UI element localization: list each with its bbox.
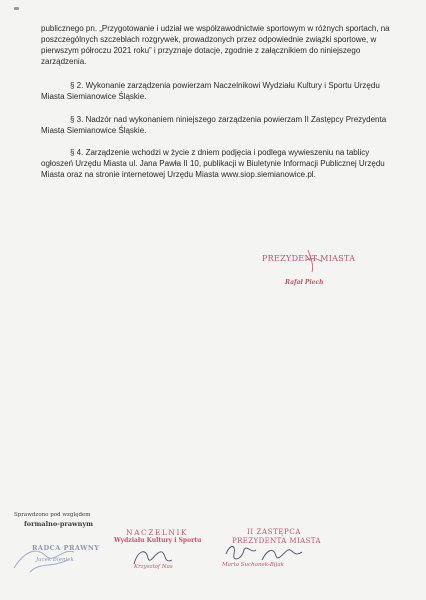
paragraph-continuation: publicznego pn. „Przygotowanie i udział we współzawodnictwie sportowym w różnych sportach, na poszczególnych szczeblach rozgrywek, prowadzonych przez odpowiednie związki sportowe, w pierwszym półroczu 2021 roku” i przyznaje dotacje, zgodnie z załącznikiem do niniejszego zarządzenia. bbox=[41, 24, 390, 66]
naczelnik-stamp-title: NACZELNIK bbox=[126, 528, 189, 537]
deputy-signature bbox=[222, 540, 312, 574]
paragraph-section-3: § 3. Nadzór nad wykonaniem niniejszego zarządzenia powierzam II Zastępcy Prezydenta Miasta Siemianowice Śląskie. bbox=[41, 115, 387, 135]
paragraph-section-2: § 2. Wykonanie zarządzenia powierzam Naczelnikowi Wydziału Kultury i Sportu Urzędu Miasta Siemianowice Śląskie. bbox=[41, 81, 380, 101]
legal-advisor-name: Jacek Bieniek bbox=[36, 557, 74, 563]
naczelnik-stamp-subtitle: Wydziału Kultury i Sportu bbox=[114, 537, 202, 544]
legal-advisor-signature bbox=[10, 538, 90, 578]
naczelnik-signature bbox=[128, 542, 178, 572]
deputy-stamp-title-1: II ZASTĘPCA bbox=[247, 528, 301, 536]
deputy-stamp-name: Marta Suchanek-Bijak bbox=[222, 562, 284, 568]
president-stamp-title: PREZYDENT MIASTA bbox=[262, 254, 356, 263]
page-marker bbox=[14, 7, 19, 10]
deputy-stamp-title-2: PREZYDENTA MIASTA bbox=[232, 537, 321, 545]
paragraph-section-4: § 4. Zarządzenie wchodzi w życie z dniem podjęcia i podlega wywieszeniu na tablicy ogłoszeń Urzędu Miasta ul. Jana Pawła II 10, publikacji w Biuletynie Informacji Publicznej Urzędu Miasta oraz na stronie internetowej Urzędu Miasta www.siop.siemianowice.pl. bbox=[41, 148, 385, 179]
president-stamp-name: Rafał Piech bbox=[285, 279, 324, 286]
legal-advisor-role: RADCA PRAWNY bbox=[32, 544, 100, 552]
legal-check-line-1: Sprawdzono pod względem bbox=[14, 512, 91, 518]
legal-check-line-2: formalno-prawnym bbox=[24, 520, 94, 528]
president-signature bbox=[300, 248, 330, 278]
naczelnik-stamp-name: Krzysztof Nas bbox=[134, 564, 173, 570]
